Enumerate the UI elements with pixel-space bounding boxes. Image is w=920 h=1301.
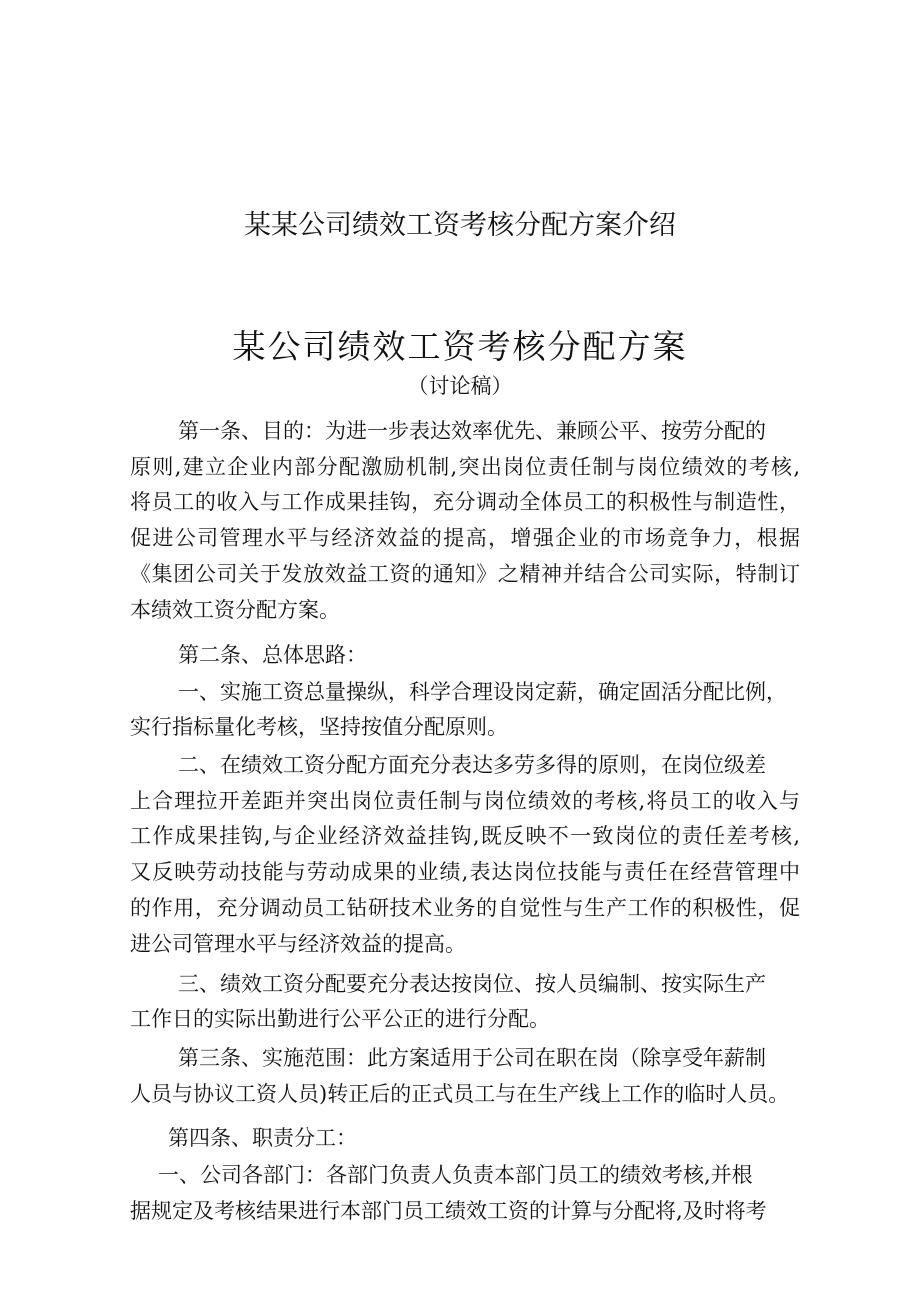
article-4-item-1-line-1: 一、公司各部门：各部门负责人负责本部门员工的绩效考核,并根 bbox=[158, 1163, 753, 1187]
article-1-line-6: 本绩效工资分配方案。 bbox=[130, 598, 340, 622]
article-1-line-2: 原则,建立企业内部分配激励机制,突出岗位责任制与岗位绩效的考核, bbox=[130, 455, 800, 479]
article-2-item-3-line-1: 三、绩效工资分配要充分表达按岗位、按人员编制、按实际生产 bbox=[178, 972, 766, 996]
article-1-line-1: 第一条、目的：为进一步表达效率优先、兼顾公平、按劳分配的 bbox=[178, 419, 766, 443]
plan-title: 某公司绩效工资考核分配方案 bbox=[232, 327, 688, 366]
article-2-item-2-line-3: 工作成果挂钩,与企业经济效益挂钩,既反映不一致岗位的责任差考核, bbox=[130, 824, 800, 848]
article-2-item-2-line-6: 进公司管理水平与经济效益的提高。 bbox=[130, 932, 466, 956]
article-2-item-3-line-2: 工作日的实际出勤进行公平公正的进行分配。 bbox=[130, 1007, 550, 1031]
article-1-line-3: 将员工的收入与工作成果挂钩，充分调动全体员工的积极性与制造性， bbox=[130, 490, 800, 514]
document-title: 某某公司绩效工资考核分配方案介绍 bbox=[244, 210, 676, 241]
article-4-item-1-line-2: 据规定及考核结果进行本部门员工绩效工资的计算与分配将,及时将考 bbox=[130, 1199, 767, 1223]
article-1-line-5: 《集团公司关于发放效益工资的通知》之精神并结合公司实际，特制订 bbox=[130, 562, 800, 586]
article-2-item-2-line-5: 的作用，充分调动员工钻研技术业务的自觉性与生产工作的积极性，促 bbox=[130, 896, 800, 920]
draft-subtitle: （讨论稿） bbox=[407, 374, 513, 398]
article-2-item-1-line-2: 实行指标量化考核，坚持按值分配原则。 bbox=[130, 715, 508, 739]
article-2-item-2-line-1: 二、在绩效工资分配方面充分表达多劳多得的原则，在岗位级差 bbox=[178, 753, 766, 777]
article-1-line-4: 促进公司管理水平与经济效益的提高，增强企业的市场竞争力，根据 bbox=[130, 526, 800, 550]
article-2-item-2-line-4: 又反映劳动技能与劳动成果的业绩,表达岗位技能与责任在经营管理中 bbox=[130, 860, 800, 884]
article-4-heading: 第四条、职责分工： bbox=[168, 1126, 357, 1150]
article-3-line-1: 第三条、实施范围：此方案适用于公司在职在岗（除享受年薪制 bbox=[178, 1046, 766, 1070]
article-2-item-1-line-1: 一、实施工资总量操纵，科学合理设岗定薪，确定固活分配比例， bbox=[178, 680, 787, 704]
article-2-heading: 第二条、总体思路： bbox=[178, 643, 367, 667]
article-3-line-2: 人员与协议工资人员)转正后的正式员工与在生产线上工作的临时人员。 bbox=[130, 1082, 790, 1106]
article-2-item-2-line-2: 上合理拉开差距并突出岗位责任制与岗位绩效的考核,将员工的收入与 bbox=[130, 789, 800, 813]
